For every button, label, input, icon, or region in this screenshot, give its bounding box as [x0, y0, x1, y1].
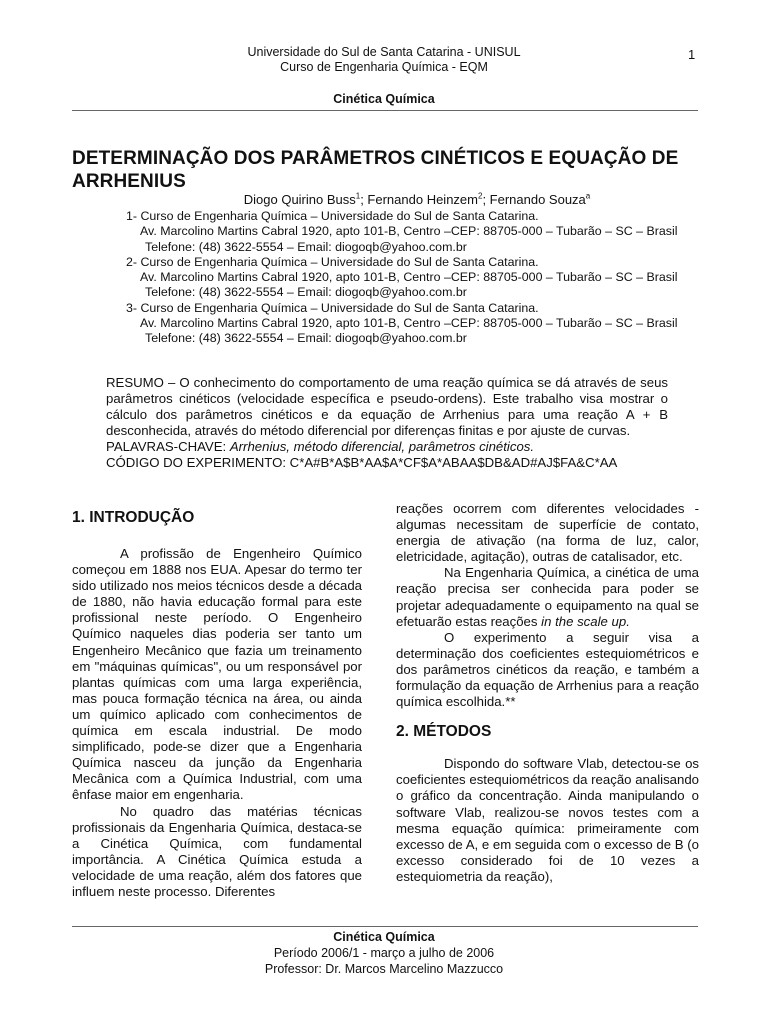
- affiliation-1-line-3: Telefone: (48) 3622-5554 – Email: diogoqb@yahoo.com.br: [145, 239, 467, 254]
- left-column: [72, 508, 362, 900]
- section-heading-metodos: 2. MÉTODOS: [396, 723, 492, 741]
- intro-paragraph-2: No quadro das matérias técnicas profissionais da Engenharia Química, destaca-se a Cinética Química, com fundamental importância. A Cinética Química estuda a velocidade de uma reação, além dos fatores que influem neste processo. Diferentes: [72, 803, 362, 899]
- author-1: Diogo Quirino Buss: [243, 192, 356, 207]
- affiliations: [126, 209, 706, 347]
- right-column: [396, 501, 699, 885]
- author-2: ; Fernando Heinzem: [360, 192, 478, 207]
- keywords-text: Arrhenius, método diferencial, parâmetros cinéticos.: [229, 439, 535, 454]
- header-course: Curso de Engenharia Química - EQM: [280, 60, 488, 74]
- affiliation-1-line-2: Av. Marcolino Martins Cabral 1920, apto 101-B, Centro –CEP: 88705-000 – Tubarão – SC – Brasil: [140, 224, 678, 239]
- abstract-resumo: RESUMO – O conhecimento do comportamento de uma reação química se dá através de seus parâmetros cinéticos (velocidade específica e pseudo-ordens). Este trabalho visa mostrar o cálculo dos parâmetros cinéticos e da equação de Arrhenius para uma reação A + B desconhecida, através do método diferencial por diferenças finitas e por ajuste de curvas.: [106, 375, 668, 438]
- footer-divider: [72, 926, 698, 927]
- intro-paragraph-4-text: Na Engenharia Química, a cinética de uma reação precisa ser conhecida para poder se projetar adequadamente o equipamento na qual se efetuarão estas reações: [396, 565, 699, 629]
- methods-paragraph-1: Dispondo do software Vlab, detectou-se os coeficientes estequiométricos da reação analisando o gráfico da concentração. Ainda manipulando o software Vlab, realizou-se novos testes com a mesma equação química: primeiramente com excesso de A, e em seguida com o excesso de B (o excesso considerado foi de 10 vezes a estequiometria da reação),: [396, 756, 699, 884]
- affiliation-2-line-3: Telefone: (48) 3622-5554 – Email: diogoqb@yahoo.com.br: [145, 285, 467, 300]
- author-list: [0, 192, 768, 208]
- footer-period: Período 2006/1 - março a julho de 2006: [273, 946, 495, 960]
- author-1-sup: 1: [355, 191, 361, 201]
- intro-paragraph-3: reações ocorrem com diferentes velocidades - algumas necessitam de superfície de contato, energia de ativação (na forma de luz, calor, eletricidade, agitação), outras de catalisador, etc.: [396, 501, 699, 565]
- page-title: DETERMINAÇÃO DOS PARÂMETROS CINÉTICOS E EQUAÇÃO DE ARRHENIUS: [72, 148, 679, 192]
- page-number: 1: [688, 47, 696, 62]
- intro-paragraph-1: A profissão de Engenheiro Químico começou em 1888 nos EUA. Apesar do termo ter sido utilizado nos meios técnicos desde a década de 1880, não havia educação formal para este profissional neste período. O Engenheiro Químico naqueles dias poderia ser tanto um Engenheiro Mecânico que fazia um treinamento em "máquinas químicas", ou um responsável por plantas químicas com uma larga experiência, mas pouca formação técnica na área, ou ainda um químico aplicado com conhecimentos de química em escala industrial. De modo simplificado, pode-se dizer que a Engenharia Química nasceu da junção da Engenharia Mecânica com a Química Industrial, com uma ênfase maior em engenharia.: [72, 546, 362, 803]
- section-heading-introducao: 1. INTRODUÇÃO: [72, 509, 195, 526]
- affiliation-2-line-2: Av. Marcolino Martins Cabral 1920, apto 101-B, Centro –CEP: 88705-000 – Tubarão – SC – Brasil: [140, 270, 678, 285]
- author-2-sup: 2: [477, 191, 483, 201]
- affiliation-3-line-2: Av. Marcolino Martins Cabral 1920, apto 101-B, Centro –CEP: 88705-000 – Tubarão – SC – Brasil: [140, 316, 678, 331]
- intro-paragraph-4: [396, 565, 699, 629]
- abstract: [106, 375, 668, 471]
- keywords-label: PALAVRAS-CHAVE:: [106, 439, 230, 454]
- experiment-code: CÓDIGO DO EXPERIMENTO: C*A#B*A$B*AA$A*CF$A*ABAA$DB&AD#AJ$FA&C*AA: [106, 455, 618, 470]
- affiliation-3-line-3: Telefone: (48) 3622-5554 – Email: diogoqb@yahoo.com.br: [145, 331, 467, 346]
- affiliation-3-line-1: 3- Curso de Engenharia Química – Universidade do Sul de Santa Catarina.: [126, 300, 539, 315]
- footer-subject: Cinética Química: [333, 930, 435, 944]
- author-3-sup: a: [585, 191, 591, 201]
- footer-professor: Professor: Dr. Marcos Marcelino Mazzucco: [264, 962, 504, 976]
- intro-paragraph-4-italic: in the scale up.: [541, 613, 630, 629]
- affiliation-1-line-1: 1- Curso de Engenharia Química – Universidade do Sul de Santa Catarina.: [126, 209, 539, 223]
- header-university: Universidade do Sul de Santa Catarina - UNISUL: [247, 45, 521, 59]
- intro-paragraph-5: O experimento a seguir visa a determinação dos coeficientes estequiométricos e dos parâmetros cinéticos da reação, e também a formulação da equação de Arrhenius para a reação química escolhida.**: [396, 629, 699, 710]
- abstract-keywords: [106, 439, 668, 455]
- affiliation-2-line-1: 2- Curso de Engenharia Química – Universidade do Sul de Santa Catarina.: [126, 254, 539, 269]
- author-3: ; Fernando Souza: [482, 192, 586, 207]
- header-subject: Cinética Química: [333, 92, 435, 106]
- header-divider: [72, 110, 698, 111]
